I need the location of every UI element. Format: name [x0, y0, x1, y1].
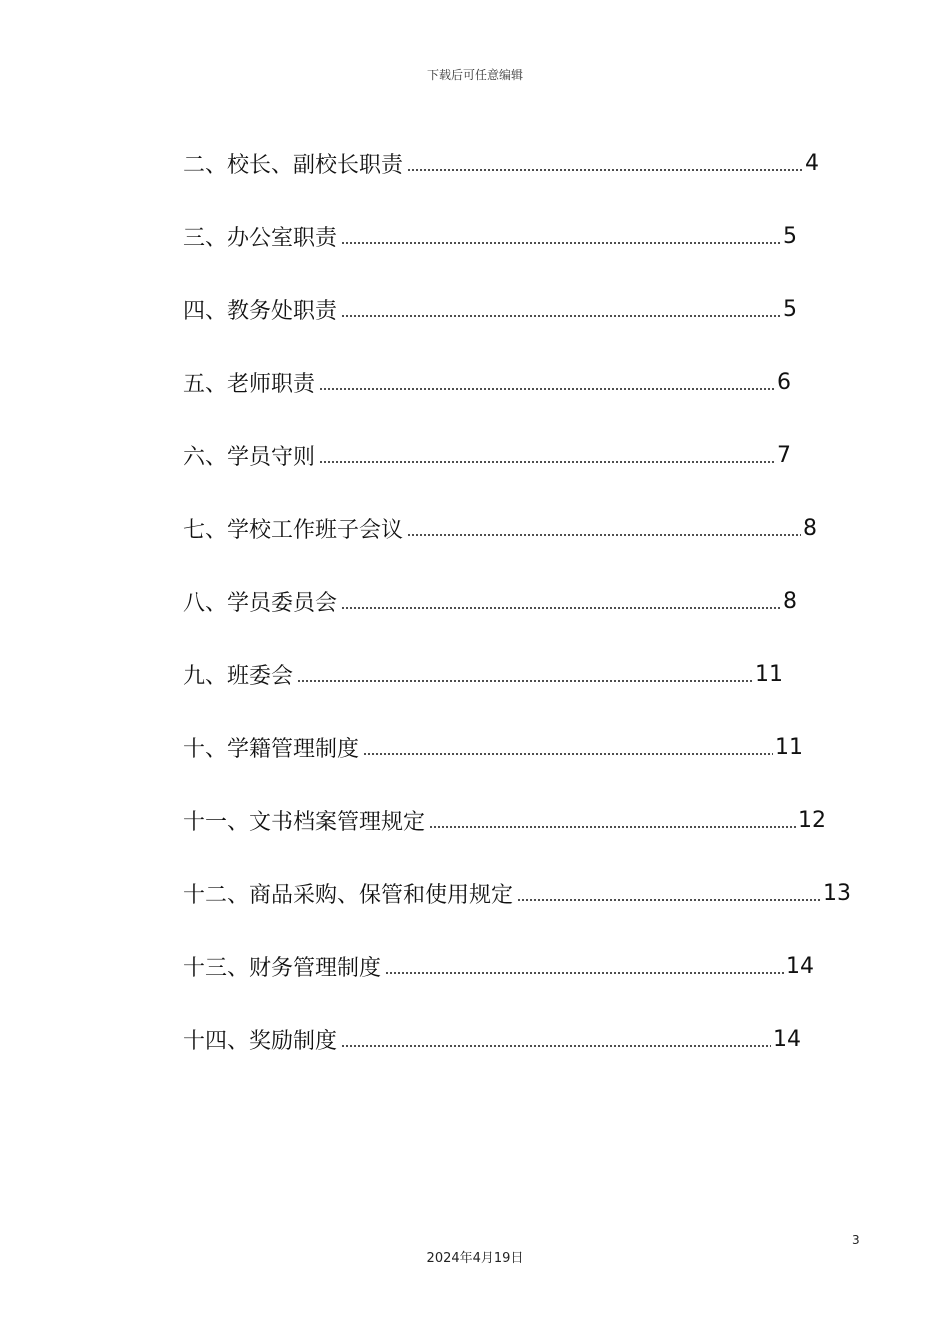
toc-entry[interactable] — [183, 440, 791, 470]
toc-entry[interactable] — [183, 1024, 801, 1054]
toc-entry-page: 6 — [777, 369, 791, 395]
toc-leader-dots — [363, 753, 773, 755]
toc-leader-dots — [319, 388, 775, 390]
toc-leader-dots — [297, 680, 753, 682]
toc-leader-dots — [341, 242, 781, 244]
toc-leader-dots — [341, 315, 781, 317]
toc-leader-dots — [517, 899, 821, 901]
toc-entry-page: 5 — [783, 296, 797, 322]
toc-entry[interactable] — [183, 148, 819, 178]
toc-entry-title: 十四、奖励制度 — [183, 1028, 338, 1054]
toc-entry-page: 13 — [823, 880, 851, 906]
toc-leader-dots — [319, 461, 775, 463]
toc-entry[interactable] — [183, 659, 783, 689]
toc-leader-dots — [429, 826, 796, 828]
toc-entry-title: 十二、商品采购、保管和使用规定 — [183, 882, 514, 908]
toc-entry-title: 二、校长、副校长职责 — [183, 152, 404, 178]
toc-entry-page: 4 — [805, 150, 819, 176]
page-header: 下载后可任意编辑 — [426, 68, 523, 82]
toc-entry-page: 14 — [773, 1026, 801, 1052]
toc-entry-title: 十三、财务管理制度 — [183, 955, 382, 981]
toc-entry[interactable] — [183, 805, 826, 835]
toc-entry-page: 5 — [783, 223, 797, 249]
footer-date: 2024年4月19日 — [426, 1251, 524, 1266]
toc-leader-dots — [341, 1045, 771, 1047]
toc-entry-page: 8 — [803, 515, 817, 541]
toc-entry-page: 11 — [775, 734, 803, 760]
toc-entry[interactable] — [183, 878, 851, 908]
toc-leader-dots — [407, 534, 801, 536]
toc-entry-title: 四、教务处职责 — [183, 298, 338, 324]
toc-entry-title: 七、学校工作班子会议 — [183, 517, 404, 543]
toc-entry-title: 九、班委会 — [183, 663, 294, 689]
toc-entry-page: 11 — [755, 661, 783, 687]
toc-entry[interactable] — [183, 951, 814, 981]
toc-entry-page: 8 — [783, 588, 797, 614]
toc-leader-dots — [341, 607, 781, 609]
toc-entry-title: 三、办公室职责 — [183, 225, 338, 251]
toc-entry[interactable] — [183, 294, 797, 324]
toc-entry[interactable] — [183, 221, 797, 251]
toc-entry-title: 五、老师职责 — [183, 371, 316, 397]
toc-entry-title: 六、学员守则 — [183, 444, 316, 470]
toc-entry-page: 14 — [786, 953, 814, 979]
toc-entry[interactable] — [183, 586, 797, 616]
page-number: 3 — [852, 1233, 860, 1247]
toc-entry-page: 7 — [777, 442, 791, 468]
toc-entry[interactable] — [183, 367, 791, 397]
toc-entry-title: 八、学员委员会 — [183, 590, 338, 616]
toc-entry-page: 12 — [798, 807, 826, 833]
toc-entry[interactable] — [183, 732, 803, 762]
toc-entry-title: 十一、文书档案管理规定 — [183, 809, 426, 835]
toc-leader-dots — [385, 972, 784, 974]
toc-entry[interactable] — [183, 513, 817, 543]
toc-entry-title: 十、学籍管理制度 — [183, 736, 360, 762]
toc-leader-dots — [407, 169, 803, 171]
